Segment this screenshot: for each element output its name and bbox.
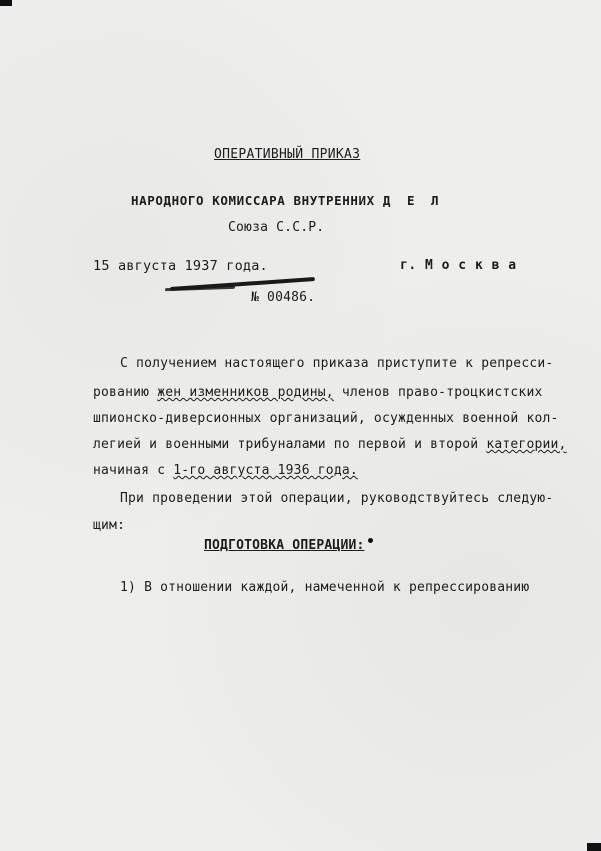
heading-line-1 <box>131 193 443 208</box>
body-line: щим: <box>93 518 126 533</box>
document-title: ОПЕРАТИВНЫЙ ПРИКАЗ <box>214 147 361 162</box>
body-line <box>93 437 567 452</box>
order-date: 15 августа 1937 года. <box>93 258 268 274</box>
scan-corner-bottom-right <box>587 843 601 851</box>
body-line <box>93 385 543 400</box>
body-line <box>93 463 358 478</box>
order-city: г. М о с к в а <box>400 258 517 273</box>
body-line: При проведении этой операции, руководствуйтесь следую- <box>120 491 554 506</box>
body-text: рованию <box>93 385 150 400</box>
underlined-phrase: жен изменников родины, <box>157 385 334 400</box>
scan-corner-top-left <box>0 0 12 6</box>
heading-text-spaced: Д Е Л <box>382 193 444 208</box>
heading-line-2: Союза С.С.Р. <box>228 220 325 235</box>
underlined-phrase: категории, <box>486 437 567 452</box>
list-item: 1) В отношении каждой, намеченной к репрессированию <box>120 580 530 595</box>
section-heading: ПОДГОТОВКА ОПЕРАЦИИ: <box>204 538 365 553</box>
order-number: № 00486. <box>251 290 316 305</box>
underlined-phrase: 1-го августа 1936 года. <box>173 463 358 478</box>
heading-text: НАРОДНОГО КОМИССАРА ВНУТРЕННИХ <box>131 193 375 208</box>
ink-dot <box>368 538 373 543</box>
body-line: шпионско-диверсионных организаций, осужденных военной кол- <box>93 411 559 426</box>
body-line: С получением настоящего приказа приступите к репресси- <box>120 356 554 371</box>
body-text: членов право-троцкистских <box>341 385 543 400</box>
body-text: начиная с <box>93 463 166 478</box>
body-text: легией и военными трибуналами по первой и второй <box>93 437 479 452</box>
